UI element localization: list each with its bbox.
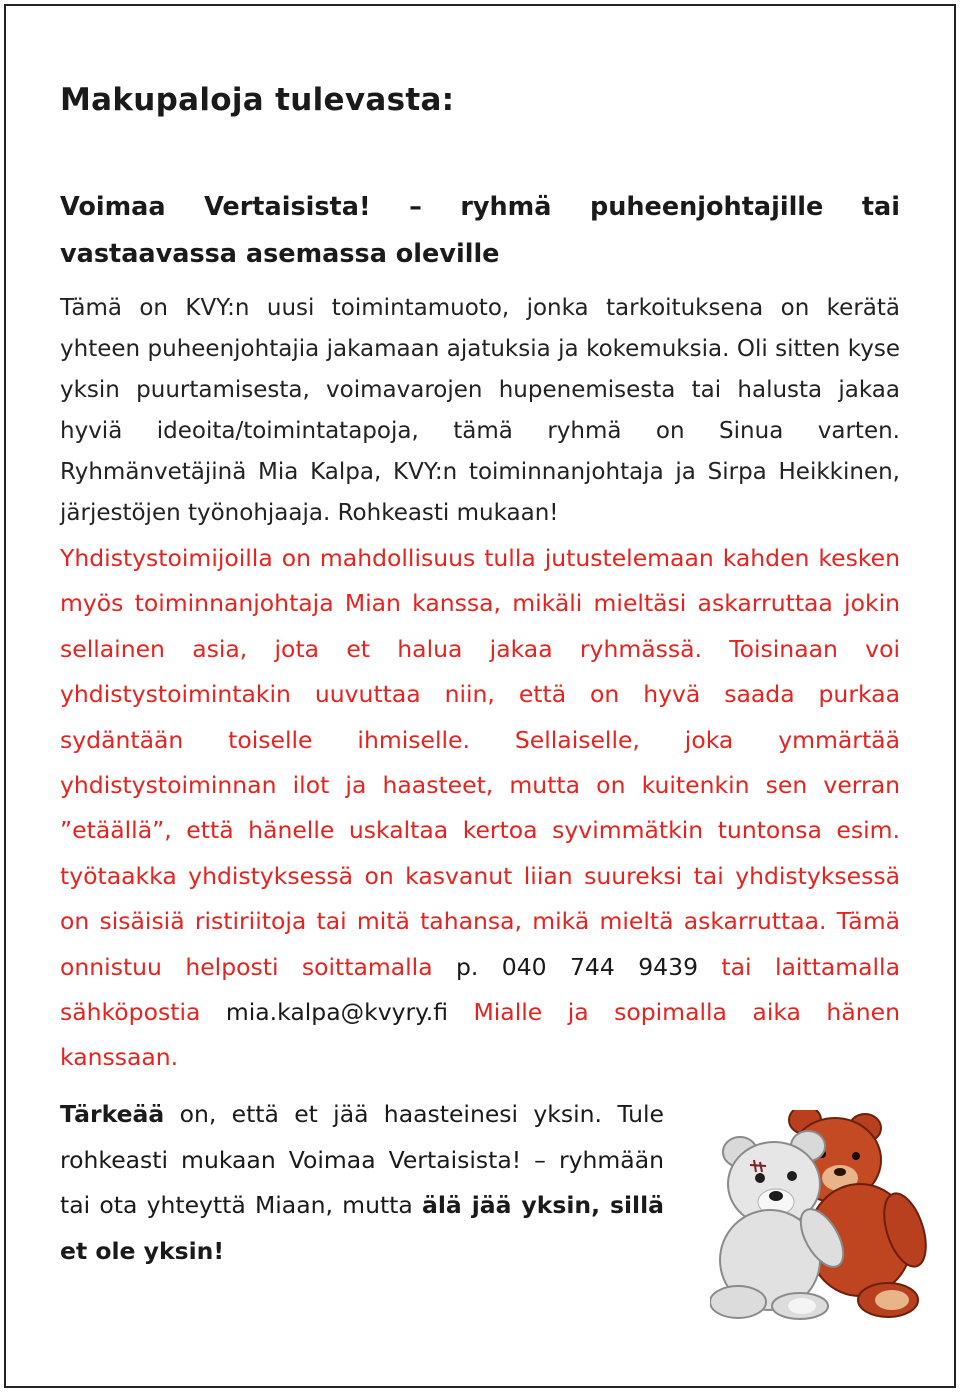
group-title: Voimaa Vertaisista! – ryhmä puheenjohtajille tai vastaavassa asemassa oleville [60, 192, 900, 269]
highlight-text-middle: tai laittamalla sähköpostia [60, 952, 900, 1027]
teddy-bears-icon [710, 1110, 932, 1320]
highlight-text-end: Mialle ja sopimalla aika hänen kanssaan. [60, 998, 900, 1072]
highlight-paragraph [60, 536, 900, 1081]
closing-paragraph [60, 1092, 664, 1274]
page-title: Makupaloja tulevasta: [60, 82, 455, 118]
closing-emphasis: älä jää yksin, sillä et ole yksin! [60, 1191, 664, 1265]
intro-paragraph: Tämä on KVY:n uusi toimintamuoto, jonka tarkoituksena on kerätä yhteen puheenjohtajia jakamaan ajatuksia ja kokemuksia. Oli sitten kyse yksin puurtamisesta, voimavarojen hupenemisesta tai halusta jakaa hyviä ideoita/toimintatapoja, tämä ryhmä on Sinua varten. Ryhmänvetäjinä Mia Kalpa, KVY:n toiminnanjohtaja ja Sirpa Heikkinen, järjestöjen työnohjaaja. Rohkeasti mukaan! [60, 295, 900, 526]
phone-number: p. 040 744 9439 [455, 952, 699, 981]
important-label: Tärkeää [60, 1100, 165, 1128]
email-link[interactable]: mia.kalpa@kvyry.fi [225, 998, 449, 1027]
closing-text: on, että et jää haasteinesi yksin. Tule rohkeasti mukaan Voimaa Vertaisista! – ryhmään tai ota yhteyttä Miaan, mutta [60, 1100, 664, 1219]
highlight-text: Yhdistystoimijoilla on mahdollisuus tulla jutustelemaan kahden kesken myös toiminnanjohtaja Mian kanssa, mikäli mieltäsi askarruttaa jokin sellainen asia, jota et halua jakaa ryhmässä. Toisinaan voi yhdistystoimintakin uuvuttaa niin, että on hyvä saada purkaa sydäntään toiselle ihmiselle. Sellaiselle, joka ymmärtää yhdistystoiminnan ilot ja haasteet, mutta on kuitenkin sen verran ”etäällä”, että hänelle uskaltaa kertoa syvimmätkin tuntonsa esim. työtaakka yhdistyksessä on kasvanut liian suureksi tai yhdistyksessä on sisäisiä ristiriitoja tai mitä tahansa, mikä mieltä askarruttaa. Tämä onnistuu helposti soittamalla [60, 544, 900, 981]
